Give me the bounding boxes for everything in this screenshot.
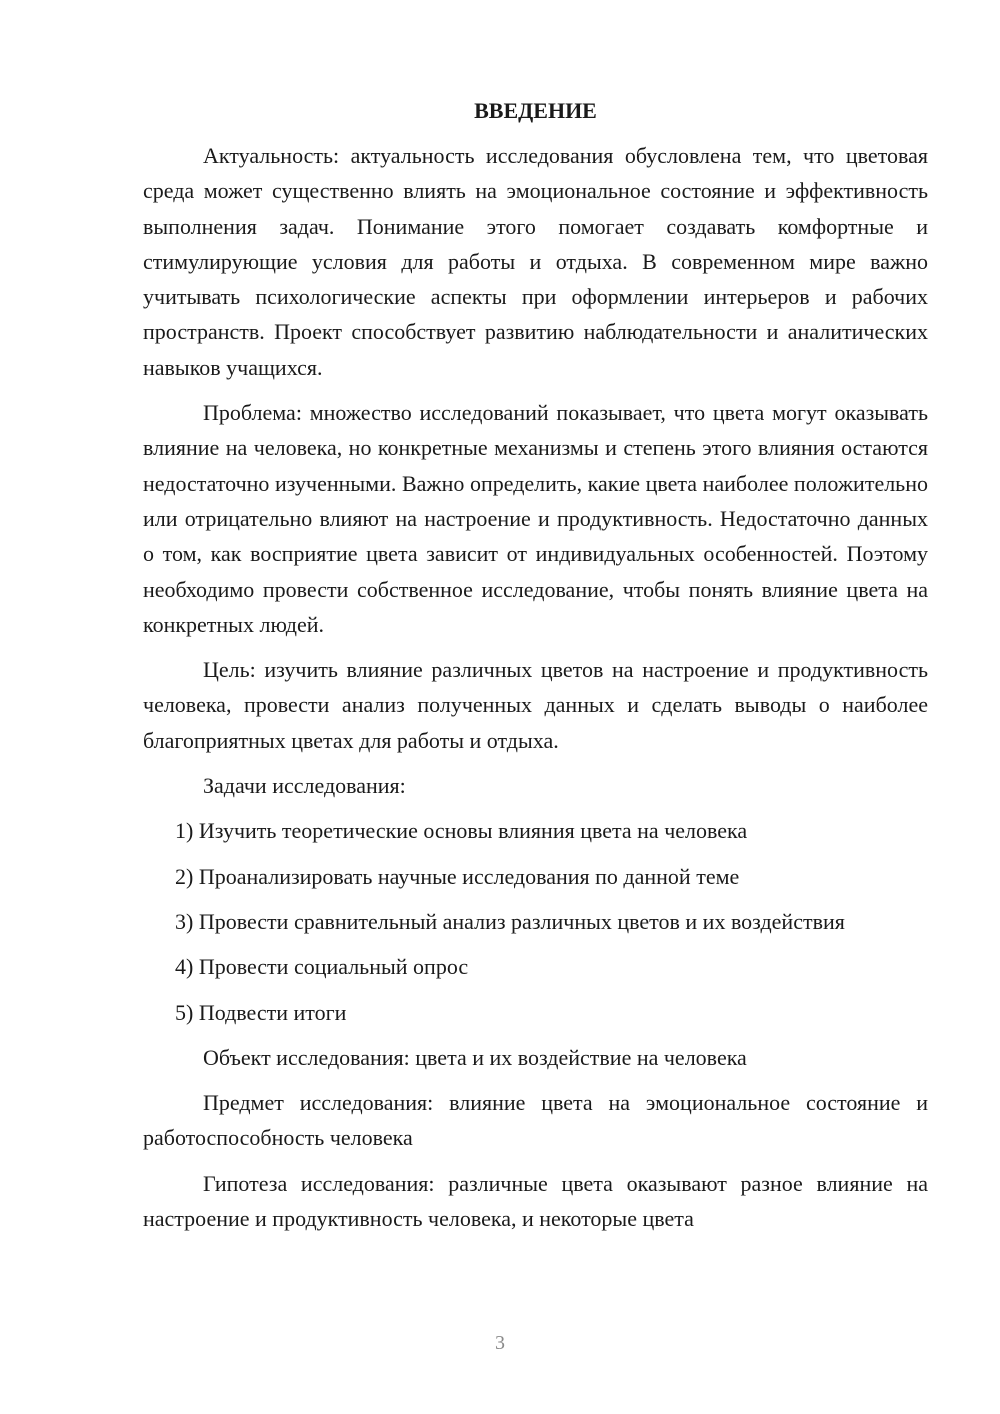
- section-title: ВВЕДЕНИЕ: [474, 98, 597, 123]
- task-item-3: 3) Провести сравнительный анализ различных цветов и их воздействия: [175, 908, 845, 934]
- paragraph-subject: Предмет исследования: влияние цвета на эмоциональное состояние и работоспособность человека: [143, 1090, 928, 1151]
- tasks-heading: Задачи исследования:: [203, 773, 406, 799]
- task-item-1: 1) Изучить теоретические основы влияния цвета на человека: [175, 818, 748, 844]
- paragraph-problem: Проблема: множество исследований показывает, что цвета могут оказывать влияние на человека, но конкретные механизмы и степень этого влияния остаются недостаточно изученными. Важно определить, какие цвета наиболее положительно или отрицательно влияют на настроение и продуктивность. Недостаточно данных о том, как восприятие цвета зависит от индивидуальных особенностей. Поэтому необходимо провести собственное исследование, чтобы понять влияние цвета на конкретных людей.: [143, 400, 928, 637]
- paragraph-object: Объект исследования: цвета и их воздействие на человека: [203, 1044, 747, 1070]
- paragraph-goal: Цель: изучить влияние различных цветов на настроение и продуктивность человека, провести анализ полученных данных и сделать выводы о наиболее благоприятных цветах для работы и отдыха.: [143, 657, 928, 753]
- paragraph-relevance: Актуальность: актуальность исследования обусловлена тем, что цветовая среда может существенно влиять на эмоциональное состояние и эффективность выполнения задач. Понимание этого помогает создавать комфортные и стимулирующие условия для работы и отдыха. В современном мире важно учитывать психологические аспекты при оформлении интерьеров и рабочих пространств. Проект способствует развитию наблюдательности и аналитических навыков учащихся.: [143, 143, 928, 380]
- page-number: 3: [495, 1332, 505, 1354]
- task-item-4: 4) Провести социальный опрос: [175, 954, 469, 980]
- task-item-5: 5) Подвести итоги: [175, 999, 347, 1025]
- paragraph-hypothesis: Гипотеза исследования: различные цвета оказывают разное влияние на настроение и продуктивность человека, и некоторые цвета: [143, 1170, 928, 1232]
- page-content: [143, 96, 928, 1236]
- task-item-2: 2) Проанализировать научные исследования по данной теме: [175, 863, 740, 889]
